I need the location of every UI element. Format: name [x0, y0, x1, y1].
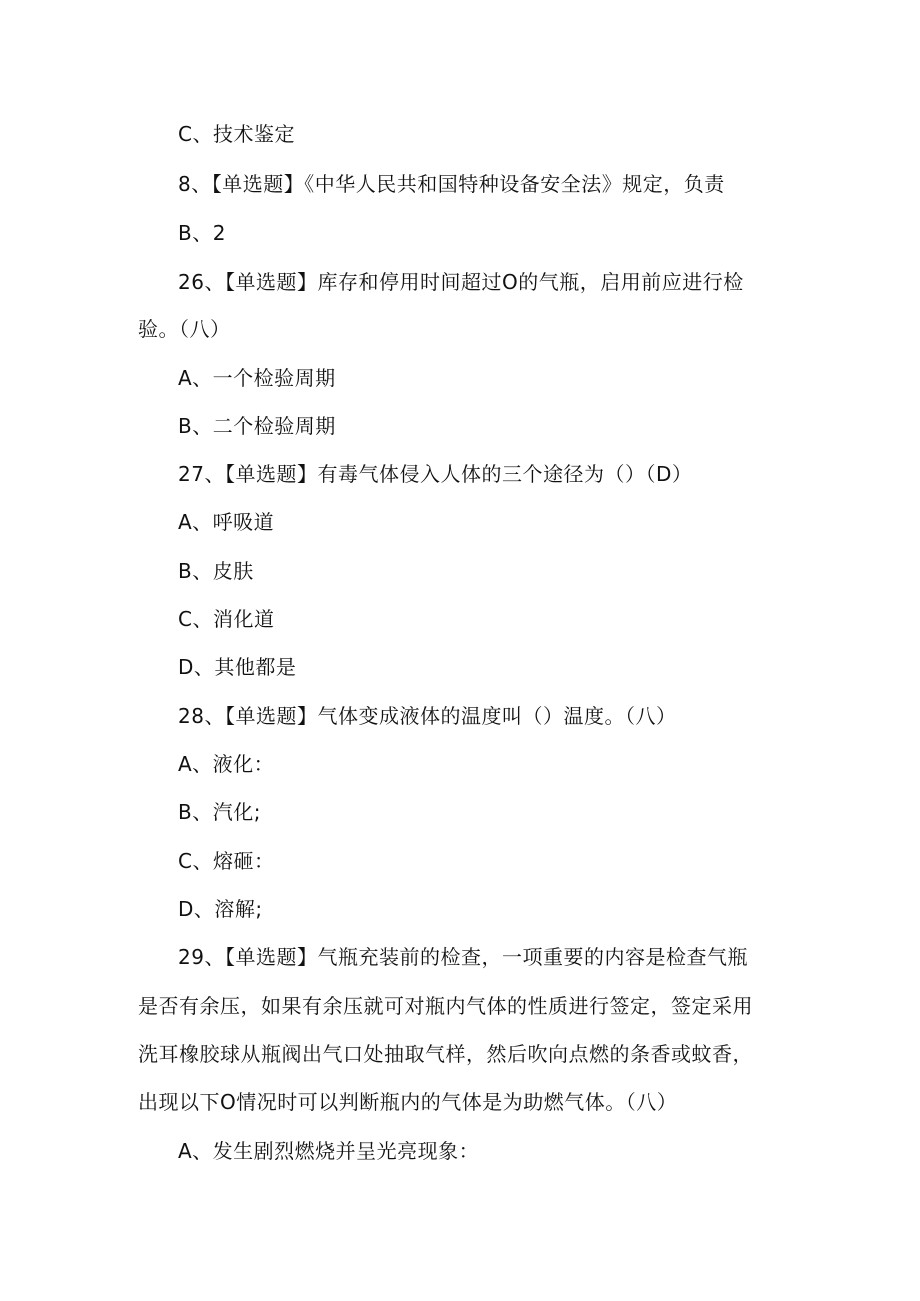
option-a-line: A、发生剧烈燃烧并呈光亮现象：: [178, 1139, 480, 1163]
option-c-line: C、技术鉴定: [178, 122, 295, 146]
option-b-line: B、2: [178, 221, 226, 245]
option-a-line: A、呼吸道: [178, 510, 275, 534]
option-a-line: A、液化：: [178, 752, 275, 776]
question-29-continuation: 出现以下O情况时可以判断瓶内的气体是为助燃气体。（八）: [138, 1090, 678, 1114]
question-29-continuation: 是否有余压，如果有余压就可对瓶内气体的性质进行签定，签定采用: [138, 994, 753, 1018]
option-d-line: D、溶解;: [178, 897, 263, 921]
question-27-line: 27、【单选题】有毒气体侵入人体的三个途径为（）（D）: [178, 462, 693, 486]
question-28-line: 28、【单选题】气体变成液体的温度叫（）温度。（八）: [178, 704, 677, 728]
question-26-continuation: 验。（八）: [138, 317, 231, 341]
option-a-line: A、一个检验周期: [178, 366, 336, 390]
question-8-line: 8、【单选题】《中华人民共和国特种设备安全法》规定，负责: [178, 172, 725, 196]
question-29-line: 29、【单选题】气瓶充装前的检查，一项重要的内容是检查气瓶: [178, 945, 748, 969]
option-d-line: D、其他都是: [178, 655, 297, 679]
question-29-continuation: 洗耳橡胶球从瓶阀出气口处抽取气样，然后吹向点燃的条香或蚊香，: [138, 1042, 753, 1066]
option-c-line: C、消化道: [178, 607, 275, 631]
option-c-line: C、熔砸：: [178, 849, 275, 873]
option-b-line: B、汽化;: [178, 800, 261, 824]
question-26-line: 26、【单选题】库存和停用时间超过O的气瓶，启用前应进行检: [178, 270, 744, 294]
option-b-line: B、皮肤: [178, 559, 254, 583]
option-b-line: B、二个检验周期: [178, 414, 336, 438]
